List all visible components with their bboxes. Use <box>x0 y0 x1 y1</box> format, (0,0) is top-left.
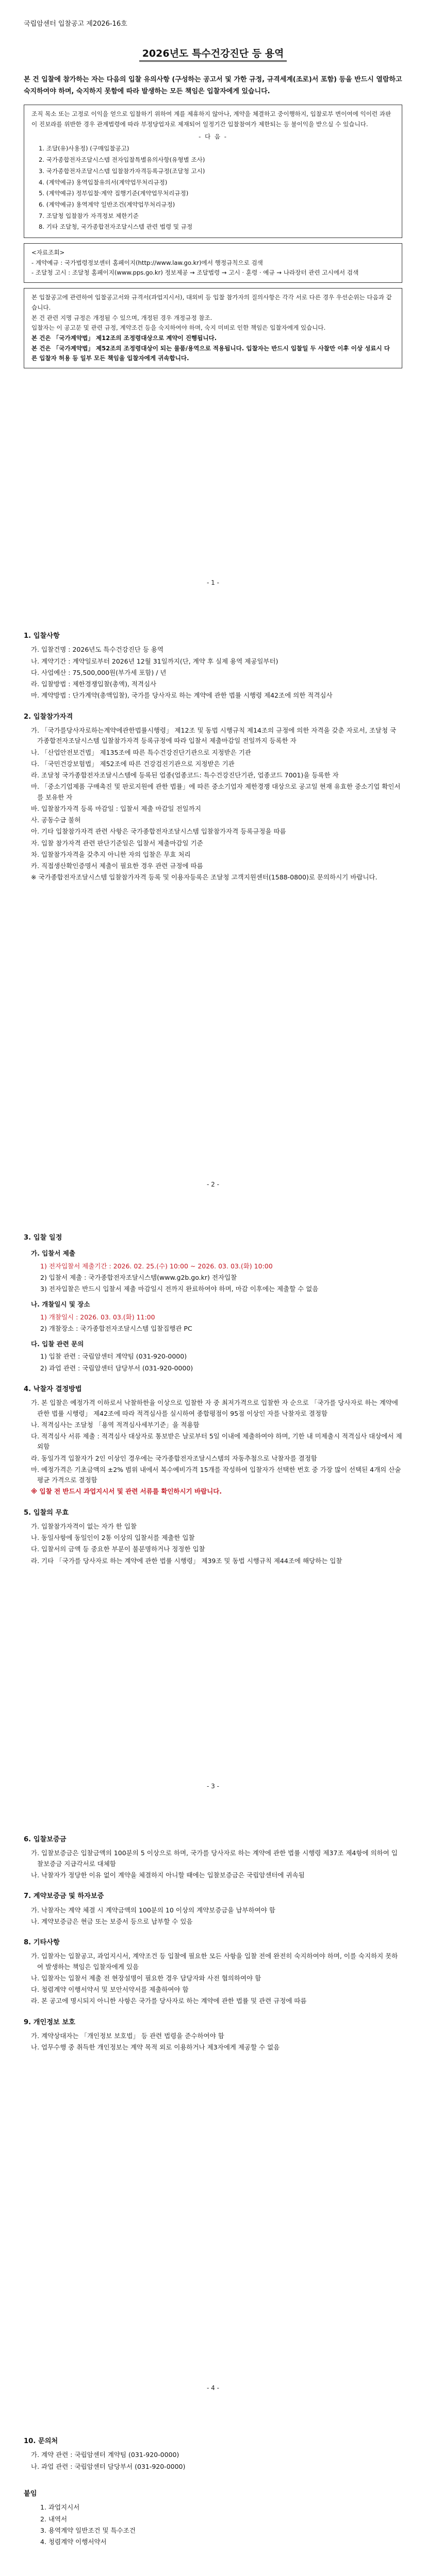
section-4-item: 나. 적격심사는 조달청 「용역 적격심사세부기준」을 적용함 <box>31 1420 200 1429</box>
section-1-item: 라. 입찰방법 : 제한경쟁입찰(총액), 적격심사 <box>31 680 157 688</box>
page-1 <box>0 0 426 602</box>
box1-list-item: 8. 기타 조달청, 국가종합전자조달시스템 관련 법령 및 규정 <box>39 223 193 231</box>
section-10-item: 나. 과업 관련 : 국립암센터 담당부서 (031-920-0000) <box>31 2462 186 2470</box>
section-7-item: 나. 계약보증금은 현금 또는 보증서 등으로 납부할 수 있음 <box>31 1917 193 1925</box>
section-8-item: 다. 청렴계약 이행서약서 및 보안서약서를 제출하여야 함 <box>31 1986 189 1994</box>
section-6-item: 나. 낙찰자가 정당한 이유 없이 계약을 체결하지 아니할 때에는 입찰보증금은 국립암센터에 귀속됨 <box>31 1871 305 1879</box>
box1-list-item: 6. (계약예규) 용역계약 일반조건(계약업무처리규정) <box>39 200 175 208</box>
section-8-item: 라. 본 공고에 명시되지 아니한 사항은 국가를 당사자로 하는 계약에 관한 법률 및 관련 규정에 따름 <box>31 1997 307 2005</box>
reference-line: - 계약예규 : 국가법령정보센터 홈페이지(http://www.law.go.kr)에서 행정규칙으로 검색 <box>31 259 263 266</box>
box1-list-item: 2. 국가종합전자조달시스템 전자입찰특별유의사항(유형별 조사) <box>39 156 205 164</box>
attachment-item: 1. 과업지시서 <box>40 2503 80 2512</box>
notice-number: 국립암센터 입찰공고 제2026-16호 <box>24 20 127 28</box>
section-9-heading: 9. 개인정보 보호 <box>24 2018 75 2026</box>
section-9-item: 나. 업무수행 중 취득한 개인정보는 계약 목적 외로 이용하거나 제3자에게 제공할 수 없음 <box>31 2043 280 2052</box>
section-2-note: ※ 국가종합전자조달시스템 입찰참가자격 등록 및 이용자등록은 조달청 고객지원센터(1588-0800)로 문의하시기 바랍니다. <box>31 873 378 882</box>
section-8-item: 나. 입찰자는 입찰서 제출 전 현장설명이 필요한 경우 담당자와 사전 협의하여야 함 <box>31 1974 261 1982</box>
box3-line: 본 입찰공고에 관련하여 입찰공고서와 규격서(과업지시서), 대외비 등 입찰 참가자의 질의사항은 각각 서로 다른 경우 우선순위는 다음과 같습니다. <box>31 294 392 311</box>
section-2-item: 사. 공동수급 불허 <box>31 816 81 824</box>
attachment-item: 3. 용역계약 일반조건 및 특수조건 <box>40 2526 136 2534</box>
section-3-heading: 3. 입찰 일정 <box>24 1234 62 1242</box>
section-7-heading: 7. 계약보증금 및 하자보증 <box>24 1892 104 1901</box>
section-3-sub-b: 나. 개찰일시 및 장소 <box>31 1300 90 1309</box>
section-4-item: 가. 본 입찰은 예정가격 이하로서 낙찰하한율 이상으로 입찰한 자 중 최저가격으로 입찰한 자 순으로 「국가를 당사자로 하는 계약에 관한 법률 시행령」 제42조에 따라 적격심사를 실시하여 종합평점이 95점 이상인 자를 낙찰자로 결정함 <box>31 1399 398 1417</box>
section-6-item: 가. 입찰보증금은 입찰금액의 100분의 5 이상으로 하며, 국가를 당사자로 하는 계약에 관한 법률 시행령 제37조 제4항에 의하여 입찰보증금 지급각서로 대체함 <box>31 1849 398 1868</box>
attachment-item: 4. 청렴계약 이행서약서 <box>40 2538 107 2546</box>
notice-box-1 <box>24 105 402 238</box>
section-6-heading: 6. 입찰보증금 <box>24 1836 67 1843</box>
box1-list-item: 4. (계약예규) 용역입찰유의서(계약업무처리규정) <box>39 178 168 186</box>
bid-submit-period: 1) 전자입찰서 제출기간 : 2026. 02. 25.(수) 10:00 ~ 2026. 03. 03.(화) 10:00 <box>40 1262 273 1270</box>
section-3-sub-a: 가. 입찰서 제출 <box>31 1249 75 1258</box>
section-7-item: 가. 낙찰자는 계약 체결 시 계약금액의 100분의 10 이상의 계약보증금을 납부하여야 함 <box>31 1906 275 1914</box>
section-2-item: 아. 기타 입찰참가자격 관련 사항은 국가종합전자조달시스템 입찰참가자격 등록규정을 따름 <box>31 827 286 836</box>
attachment-item: 2. 내역서 <box>40 2515 68 2523</box>
section-8-heading: 8. 기타사항 <box>24 1939 60 1946</box>
reference-header: <자료조회> <box>31 249 65 257</box>
box1-list-item: 5. (계약예규) 정부입찰·계약 집행기준(계약업무처리규정) <box>39 190 189 197</box>
box3-line: 본 건은 「국가계약법」 제12조의 조정령대상으로 계약이 진행됩니다. <box>31 334 217 342</box>
section-4-heading: 4. 낙찰자 결정방법 <box>24 1385 82 1393</box>
box1-list-item: 7. 조달청 입찰참가 자격정보 제한기준 <box>39 212 139 219</box>
inquiry-item: 1) 입찰 관련 : 국립암센터 계약팀 (031-920-0000) <box>40 1352 187 1361</box>
section-9-item: 가. 계약상대자는 「개인정보 보호법」 등 관련 법령을 준수하여야 함 <box>31 2032 224 2040</box>
box1-divider: - 다 음 - <box>199 132 227 140</box>
section-2-item: 자. 입찰 참가자격 관련 판단기준일은 입찰서 제출마감일 기준 <box>31 839 203 847</box>
section-8-item: 가. 입찰자는 입찰공고, 과업지시서, 계약조건 등 입찰에 필요한 모든 사항을 입찰 전에 완전히 숙지하여야 하며, 이를 숙지하지 못하여 발생하는 책임은 입찰자에게 있음 <box>31 1952 398 1971</box>
page-number: - 4 - <box>207 2384 219 2392</box>
page-number: - 1 - <box>207 579 219 586</box>
section-5-item: 라. 기타 「국가를 당사자로 하는 계약에 관한 법률 시행령」 제39조 및 동법 시행규칙 제44조에 해당하는 입찰 <box>31 1556 342 1565</box>
bid-submit-item: 2) 입찰서 제출 : 국가종합전자조달시스템(www.g2b.go.kr) 전자입찰 <box>40 1273 237 1281</box>
box3-line: 본 건은 「국가계약법」 제52조의 조정령대상이 되는 물품/용역으로 적용됩니다. 입찰자는 반드시 입찰일 두 사찰만 이후 이상 성료시 다른 입찰자 허용 등 일부 모든 책임을 입찰자에게 귀속합니다. <box>31 344 390 362</box>
bid-submit-item: 3) 전자입찰은 반드시 입찰서 제출 마감일시 전까지 완료하여야 하며, 마감 이후에는 제출할 수 없음 <box>40 1285 319 1293</box>
intro-paragraph: 본 건 입찰에 참가하는 자는 다음의 입찰 유의사항 (구성하는 공고서 및 가한 규정, 규격세계(조로)서 포함) 등을 반드시 열람하고 숙지하여야 하며, 숙지하지 못함에 따라 발생하는 모든 책임은 입찰자에게 있습니다. <box>24 75 402 95</box>
section-2-item: 차. 입찰참가자격을 갖추지 아니한 자의 입찰은 무효 처리 <box>31 850 191 858</box>
section-10-heading: 10. 문의처 <box>24 2437 58 2445</box>
page-number: - 3 - <box>207 1783 219 1790</box>
section-2-item: 마. 「중소기업제품 구매촉진 및 판로지원에 관한 법률」에 따른 중소기업자 제한경쟁 대상으로 공고일 현재 유효한 중소기업 확인서를 보유한 자 <box>31 783 401 801</box>
section-2-item: 다. 「국민건강보험법」 제52조에 따른 건강검진기관으로 지정받은 기관 <box>31 759 235 768</box>
section-1-heading: 1. 입찰사항 <box>24 632 60 640</box>
box3-line: 입찰자는 이 공고문 및 관련 규정, 계약조건 등을 숙지하여야 하며, 숙지 미비로 인한 책임은 입찰자에게 있습니다. <box>31 324 326 332</box>
section-2-item: 가. 「국가를당사자로하는계약에관한법률시행령」 제12조 및 동법 시행규칙 제14조의 규정에 의한 자격을 갖춘 자로서, 조달청 국가종합전자조달시스템 입찰참가자격 등록규정에 따라 입찰서 제출마감일 전일까지 등록한 자 <box>31 726 397 745</box>
section-2-item: 라. 조달청 국가종합전자조달시스템에 등록된 업종(업종코드: 특수건강진단기관, 업종코드 7001)을 등록한 자 <box>31 771 339 779</box>
section-4-item: 다. 적격심사 서류 제출 : 적격심사 대상자로 통보받은 날로부터 5일 이내에 제출하여야 하며, 기한 내 미제출시 적격심사 대상에서 제외함 <box>31 1432 402 1451</box>
section-4-warning: ※ 입찰 전 반드시 과업지시서 및 관련 서류를 확인하시기 바랍니다. <box>31 1487 222 1496</box>
opening-datetime: 1) 개찰일시 : 2026. 03. 03.(화) 11:00 <box>40 1313 155 1321</box>
section-5-item: 다. 입찰서의 금액 등 중요한 부분이 불분명하거나 정정한 입찰 <box>31 1545 205 1553</box>
section-2-heading: 2. 입찰참가자격 <box>24 713 73 721</box>
section-1-item: 나. 계약기간 : 계약일로부터 2026년 12월 31일까지(단, 계약 후 실제 용역 제공일부터) <box>31 657 278 665</box>
page-5 <box>0 2407 426 2576</box>
page-number: - 2 - <box>207 1181 219 1188</box>
page-4 <box>0 1805 426 2407</box>
section-5-item: 가. 입찰참가자격이 없는 자가 한 입찰 <box>31 1522 137 1530</box>
page-2 <box>0 602 426 1204</box>
section-3-sub-c: 다. 입찰 관련 문의 <box>31 1340 84 1348</box>
section-1-item: 다. 사업예산 : 75,500,000원(부가세 포함) / 년 <box>31 668 167 676</box>
section-2-item: 나. 「산업안전보건법」 제135조에 따른 특수건강진단기관으로 지정받은 기관 <box>31 748 251 756</box>
section-1-item: 가. 입찰건명 : 2026년도 특수건강진단 등 용역 <box>31 646 164 654</box>
box1-line: 조직 목소 또는 고정로 이익을 얻으로 입찰하기 위하여 계를 제휴하지 않아나, 계약을 체결하고 중이행하지, 입찰로부 변이여에 익이런 과판이 진보라를 위반한 경우 관계법령에 따라 부정당업자로 제재되어 일정기간 입찰참여가 제한되는 등 불이익을 받으실 수 있습니다. <box>31 110 391 128</box>
section-2-item: 카. 직접생산확인증명서 제출이 필요한 경우 관련 규정에 따름 <box>31 862 203 870</box>
box1-list-item: 1. 조달(유)사용정) (구매입찰공고) <box>39 145 129 152</box>
inquiry-item: 2) 과업 관련 : 국립암센터 담당부서 (031-920-0000) <box>40 1364 193 1372</box>
page-3 <box>0 1204 426 1805</box>
section-5-item: 나. 동일사항에 동일인이 2통 이상의 입찰서를 제출한 입찰 <box>31 1534 195 1542</box>
attachments-heading: 붙임 <box>24 2489 37 2498</box>
box1-list-item: 3. 국가종합전자조달시스템 입찰참가자격등록규정(조달청 고시) <box>39 167 205 175</box>
section-5-heading: 5. 입찰의 무효 <box>24 1509 69 1517</box>
opening-place: 2) 개찰장소 : 국가종합전자조달시스템 입찰집행관 PC <box>40 1324 192 1332</box>
section-10-item: 가. 계약 관련 : 국립암센터 계약팀 (031-920-0000) <box>31 2451 179 2459</box>
notice-box-3 <box>24 288 402 368</box>
reference-box <box>24 243 402 283</box>
reference-line: - 조달청 고시 : 조달청 홈페이지(www.pps.go.kr) 정보제공 → 조달법령 → 고시 · 훈령 · 예규 → 나라장터 관련 고시에서 검색 <box>31 269 359 277</box>
box3-line: 본 건 관련 지명 규정은 개정될 수 있으며, 개정된 경우 개정규정 참조. <box>31 314 212 321</box>
document-title: 2026년도 특수건강진단 등 용역 <box>24 46 402 62</box>
section-4-item: 라. 동일가격 입찰자가 2인 이상인 경우에는 국가종합전자조달시스템의 자동추첨으로 낙찰자를 결정함 <box>31 1454 317 1462</box>
section-2-item: 바. 입찰참가자격 등록 마감일 : 입찰서 제출 마감일 전일까지 <box>31 804 201 812</box>
section-1-item: 마. 계약방법 : 단가계약(총액입찰), 국가를 당사자로 하는 계약에 관한 법률 시행령 제42조에 의한 적격심사 <box>31 691 333 700</box>
section-4-item: 마. 예정가격은 기초금액의 ±2% 범위 내에서 복수예비가격 15개를 작성하여 입찰자가 선택한 번호 중 가장 많이 선택된 4개의 산술평균 가격으로 결정함 <box>31 1465 401 1484</box>
